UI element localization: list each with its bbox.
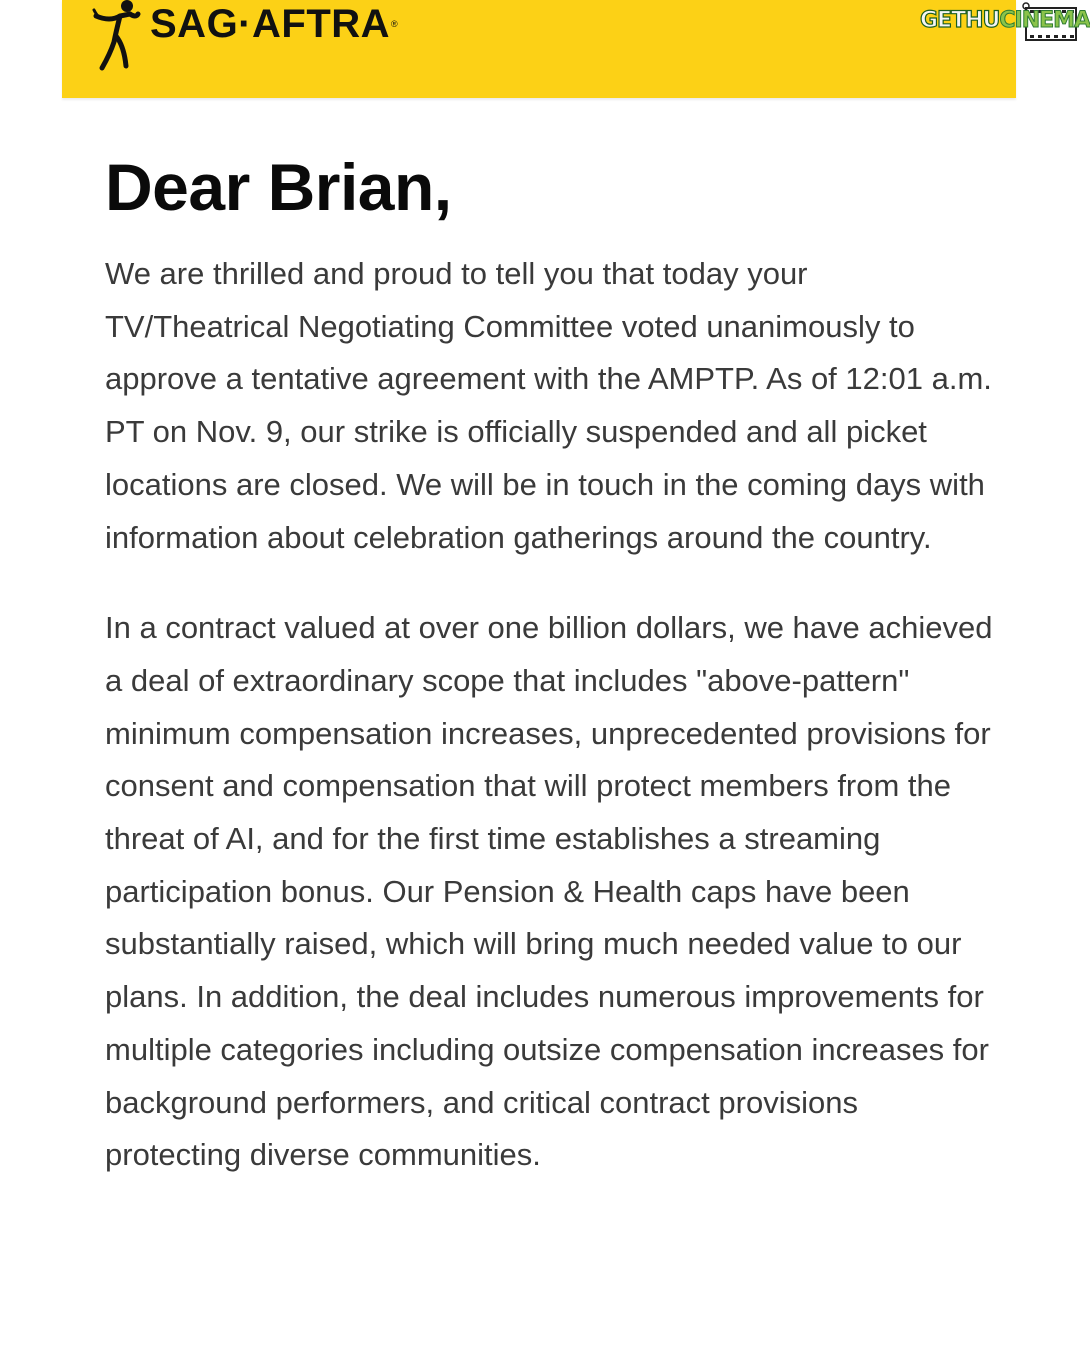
watermark-part1: GETHU xyxy=(920,8,1000,33)
gethu-cinema-watermark xyxy=(916,0,1090,44)
logo-wordmark xyxy=(150,0,398,48)
watermark-part2: CINEMA xyxy=(999,8,1090,33)
logo-wordmark-text: SAG·AFTRA xyxy=(150,2,391,46)
registered-mark: ® xyxy=(391,19,399,29)
performer-figure-icon xyxy=(90,0,142,72)
letter-body xyxy=(105,146,995,1182)
header-banner xyxy=(62,0,1016,98)
paragraph-contract-details: In a contract valued at over one billion dollars, we have achieved a deal of extraordinary scope that includes "above-pattern" minimum compensation increases, unprecedented provisions for consent and compensation that will protect members from the threat of AI, and for the first time establishes a streaming participation bonus. Our Pension & Health caps have been substantially raised, which will bring much needed value to our plans. In addition, the deal includes numerous improvements for multiple categories including outsize compensation increases for background performers, and critical contract provisions protecting diverse communities. xyxy=(105,610,993,1173)
paragraph-announcement: We are thrilled and proud to tell you that today your TV/Theatrical Negotiating Committee voted unanimously to approve a tentative agreement with the AMPTP. As of 12:01 a.m. PT on Nov. 9, our strike is officially suspended and all picket locations are closed. We will be in touch in the coming days with information about celebration gatherings around the country. xyxy=(105,256,992,555)
sag-aftra-logo xyxy=(90,0,398,72)
watermark-text xyxy=(920,8,1090,33)
greeting-heading: Dear Brian, xyxy=(105,150,452,224)
